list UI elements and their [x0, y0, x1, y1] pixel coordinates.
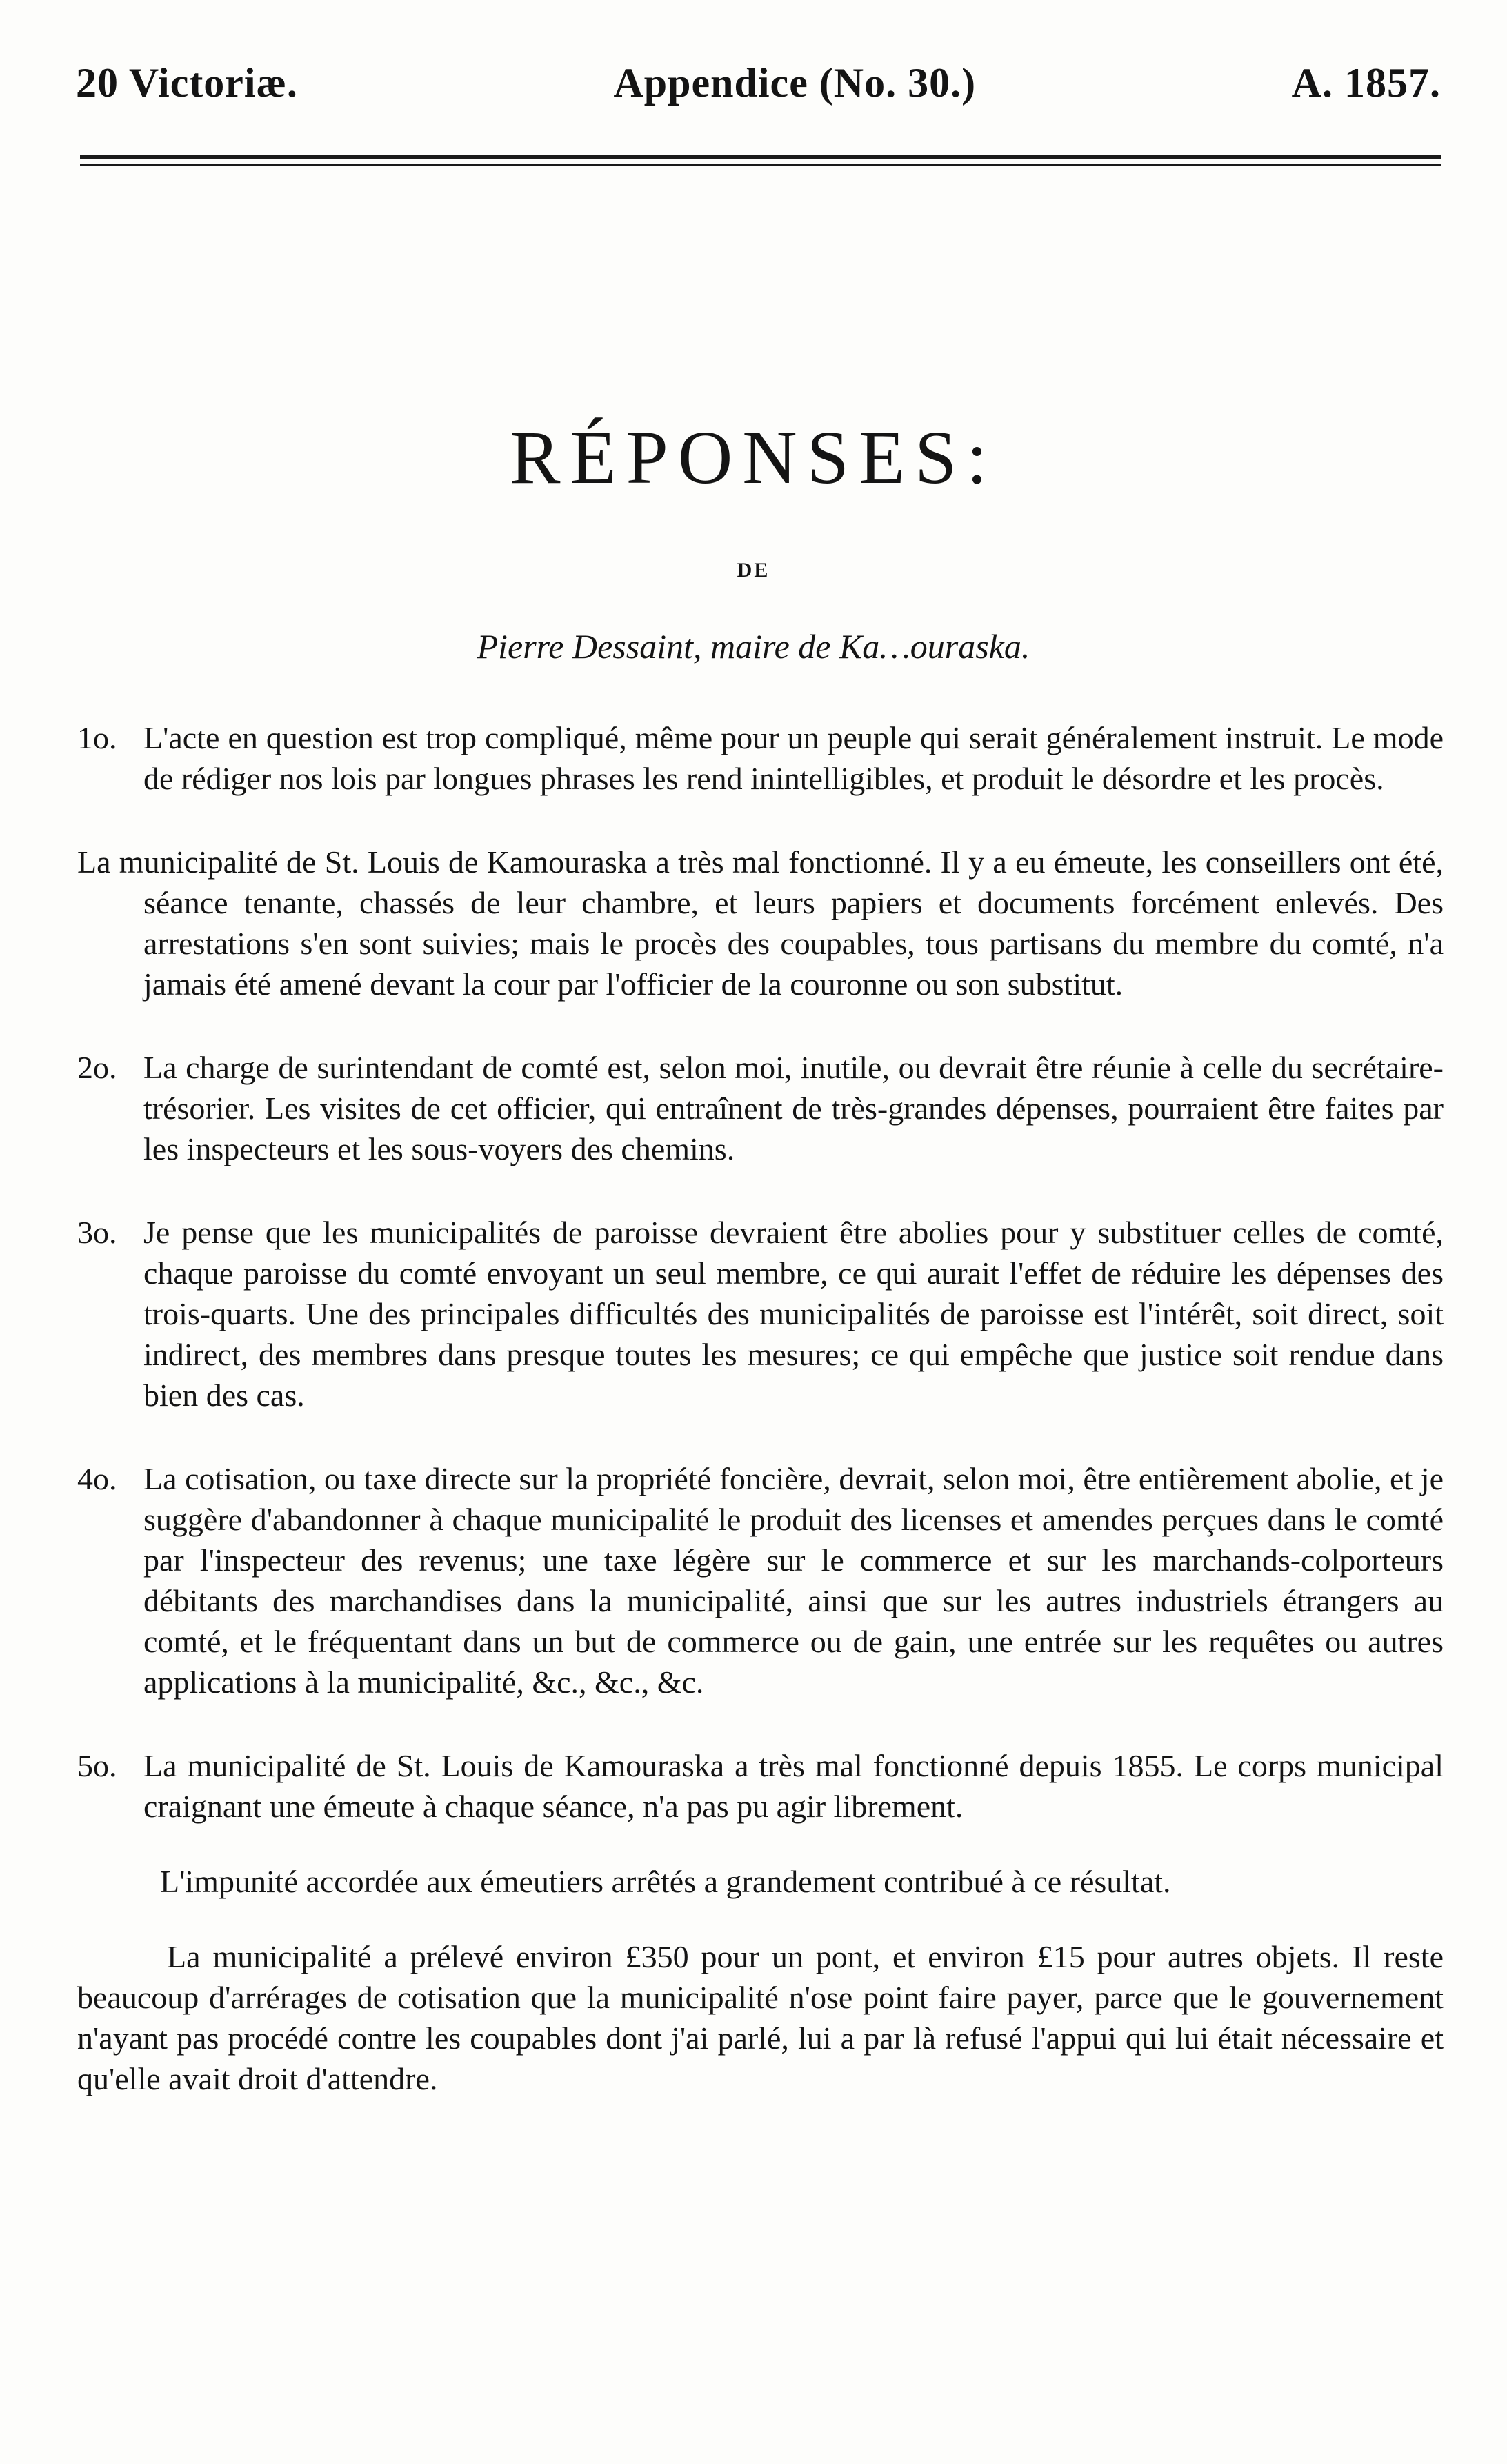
paragraph-number: 2o.: [77, 1050, 117, 1085]
paragraph-text: La municipalité de St. Louis de Kamouraska a très mal fonctionné depuis 1855. Le corps municipal craignant une émeute à chaque séance, n'a pas pu agir librement.: [143, 1748, 1444, 1824]
paragraph-number: 3o.: [77, 1215, 117, 1250]
header-volume: 20 Victoriæ.: [76, 60, 298, 106]
paragraph-text: La cotisation, ou taxe directe sur la propriété foncière, devrait, selon moi, être entièrement abolie, et je suggère d'abandonner à chaque municipalité le produit des licenses et amendes perçues dans le comté par l'inspecteur des revenus; une taxe légère sur le commerce et sur les marchands-colporteurs débitants des marchandises dans la municipalité, ainsi que sur les autres industriels étrangers au comté, et le fréquentant dans un but de commerce ou de gain, une entrée sur les requêtes ou autres applications à la municipalité, &c., &c., &c.: [143, 1461, 1444, 1700]
paragraph-3: [77, 1047, 1444, 1169]
running-header: [76, 59, 1441, 107]
paragraph-7: [77, 1861, 1444, 1902]
paragraph-1: [77, 717, 1444, 799]
paragraph-6: [77, 1745, 1444, 1827]
author-line: Pierre Dessaint, maire de Ka…ouraska.: [477, 627, 1030, 666]
paragraph-text: L'acte en question est trop compliqué, même pour un peuple qui serait généralement instruit. Le mode de rédiger nos lois par longues phrases les rend inintelligibles, et produit le désordre et les procès.: [143, 720, 1444, 796]
paragraph-number: 4o.: [77, 1461, 117, 1496]
paragraph-number: 1o.: [77, 720, 117, 755]
paragraph-2: [77, 842, 1444, 1004]
header-year: A. 1857.: [1291, 60, 1441, 106]
paragraph-text: L'impunité accordée aux émeutiers arrêtés a grandement contribué à ce résultat.: [160, 1864, 1171, 1899]
page-subtitle: DE: [737, 559, 770, 582]
paragraph-8: [77, 1936, 1444, 2099]
header-appendix: Appendice (No. 30.): [613, 60, 977, 106]
paragraph-number: 5o.: [77, 1748, 117, 1783]
paragraph-text: La municipalité a prélevé environ £350 pour un pont, et environ £15 pour autres objets. Il reste beaucoup d'arrérages de cotisation que la municipalité n'ose point faire payer, parce que le gouvernement n'ayant pas procédé contre les coupables dont j'ai parlé, lui a par là refusé l'appui qui lui était nécessaire et qu'elle avait droit d'attendre.: [77, 1939, 1444, 2096]
paragraph-4: [77, 1212, 1444, 1415]
paragraph-text: Je pense que les municipalités de paroisse devraient être abolies pour y substituer celles de comté, chaque paroisse du comté envoyant un seul membre, ce qui aurait l'effet de réduire les dépenses des trois-quarts. Une des principales difficultés des municipalités de paroisse est l'intérêt, soit direct, soit indirect, des membres dans presque toutes les mesures; ce qui empêche que justice soit rendue dans bien des cas.: [143, 1215, 1444, 1413]
paragraph-text: La charge de surintendant de comté est, selon moi, inutile, ou devrait être réunie à celle du secrétaire-trésorier. Les visites de cet officier, qui entraînent de très-grandes dépenses, pourraient être faites par les inspecteurs et les sous-voyers des chemins.: [143, 1050, 1444, 1166]
paragraph-5: [77, 1458, 1444, 1702]
document-body: [77, 717, 1444, 2099]
paragraph-text: La municipalité de St. Louis de Kamouraska a très mal fonctionné. Il y a eu émeute, les conseillers ont été, séance tenante, chassés de leur chambre, et leurs papiers et documents forcément enlevés. Des arrestations s'en sont suivies; mais le procès des coupables, tous partisans du membre du comté, n'a jamais été amené devant la cour par l'officier de la couronne ou son substitut.: [77, 844, 1444, 1002]
page-title: RÉPONSES:: [510, 415, 997, 499]
header-rule-thin: [80, 164, 1441, 166]
header-rule-thick: [80, 155, 1441, 159]
